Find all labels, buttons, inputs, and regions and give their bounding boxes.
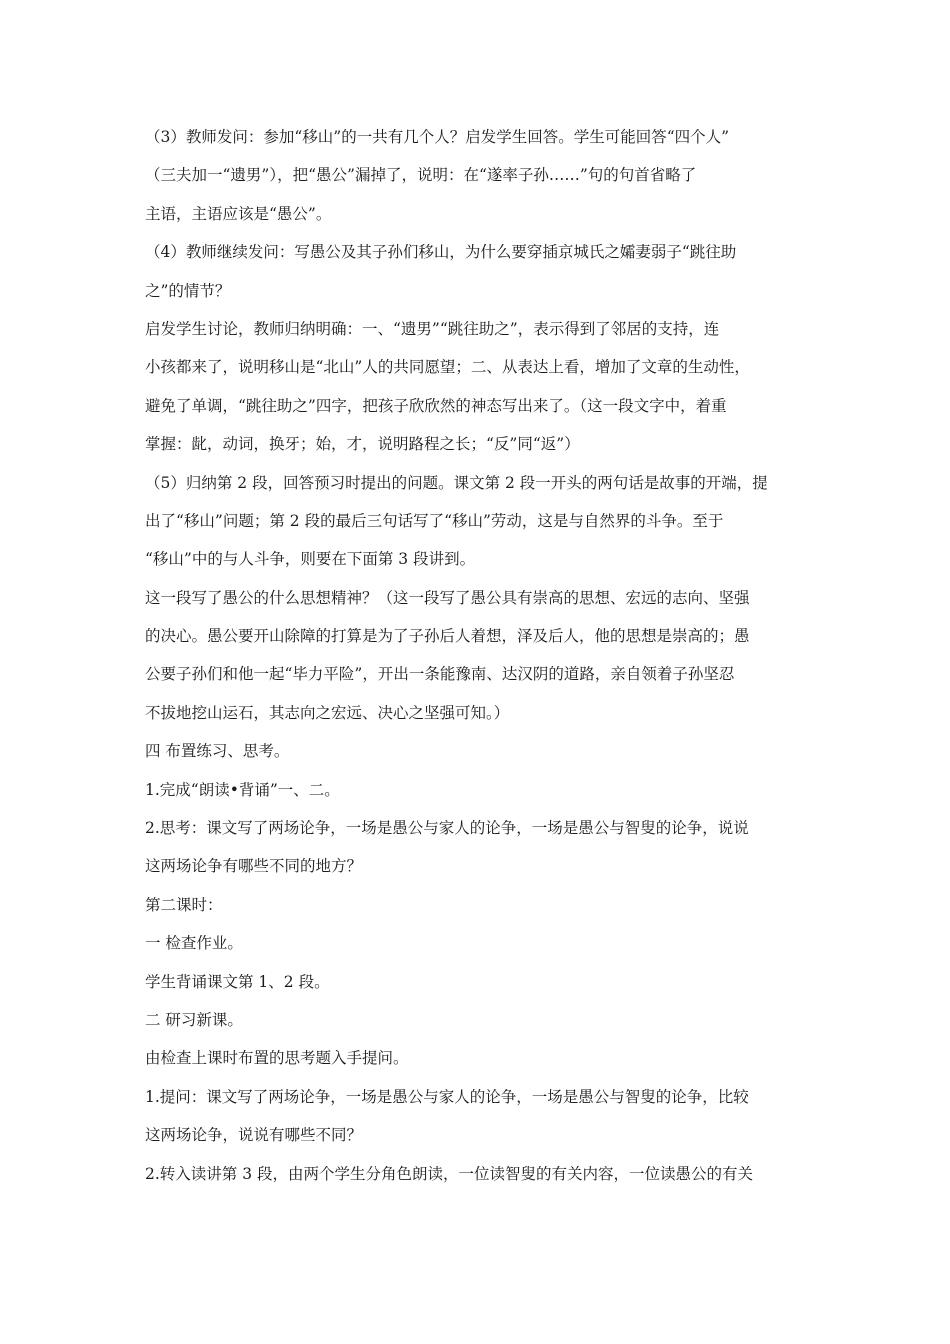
text-line: 1.提问：课文写了两场论争，一场是愚公与家人的论争，一场是愚公与智叟的论争，比较 [145,1087,749,1106]
text-line: 学生背诵课文第 1、2 段。 [145,972,330,991]
text-line: （三夫加一“遗男”），把“愚公”漏掉了，说明：在“遂率子孙……”句的句首省略了 [145,166,697,185]
text-line: 主语，主语应该是“愚公”。 [145,204,332,223]
text-line: 启发学生讨论，教师归纳明确：一、“遗男”“跳往助之”，表示得到了邻居的支持，连 [145,319,720,338]
text-line: （5）归纳第 2 段，回答预习时提出的问题。课文第 2 段一开头的两句话是故事的开端，提 [145,473,768,492]
section-heading: 二 研习新课。 [145,1010,243,1029]
text-line: 这两场论争，说说有哪些不同？ [145,1126,363,1145]
text-line: 这两场论争有哪些不同的地方？ [145,857,363,876]
text-line: 掌握：龀，动词，换牙；始，才，说明路程之长；“反”同“返”） [145,435,580,454]
text-line: 1.完成“朗读•背诵”一、二。 [145,780,340,799]
text-line: 不拔地挖山运石，其志向之宏远、决心之坚强可知。） [145,703,510,722]
text-line: 出了“移山”问题；第 2 段的最后三句话写了“移山”劳动，这是与自然界的斗争。至于 [145,511,724,530]
document-body [145,118,815,1193]
section-heading: 第二课时： [145,895,223,914]
text-line: 的决心。愚公要开山除障的打算是为了子孙后人着想，泽及后人，他的思想是崇高的；愚 [145,627,750,646]
text-line: 小孩都来了，说明移山是“北山”人的共同愿望；二、从表达上看，增加了文章的生动性， [145,358,750,377]
section-heading: 四 布置练习、思考。 [145,742,290,761]
text-line: 2.思考：课文写了两场论争，一场是愚公与家人的论争，一场是愚公与智叟的论争，说说 [145,819,749,838]
text-line: （3）教师发问：参加“移山”的一共有几个人？启发学生回答。学生可能回答“四个人” [145,128,730,146]
text-line: 之”的情节？ [145,281,231,300]
text-line: 2.转入读讲第 3 段，由两个学生分角色朗读，一位读智叟的有关内容，一位读愚公的有关 [145,1164,754,1183]
section-heading: 一 检查作业。 [145,934,243,953]
text-line: “移山”中的与人斗争，则要在下面第 3 段讲到。 [145,550,476,569]
text-line: 这一段写了愚公的什么思想精神？（这一段写了愚公具有崇高的思想、宏远的志向、坚强 [145,588,750,607]
text-line: （4）教师继续发问：写愚公及其子孙们移山，为什么要穿插京城氏之孀妻弱子“跳往助 [145,243,737,262]
text-line: 避免了单调，“跳往助之”四字，把孩子欣欣然的神态写出来了。（这一段文字中，着重 [145,396,727,415]
text-line: 公要子孙们和他一起“毕力平险”，开出一条能豫南、达汉阴的道路，亲自领着子孙坚忍 [145,665,735,684]
text-line: 由检查上课时布置的思考题入手提问。 [145,1049,409,1068]
